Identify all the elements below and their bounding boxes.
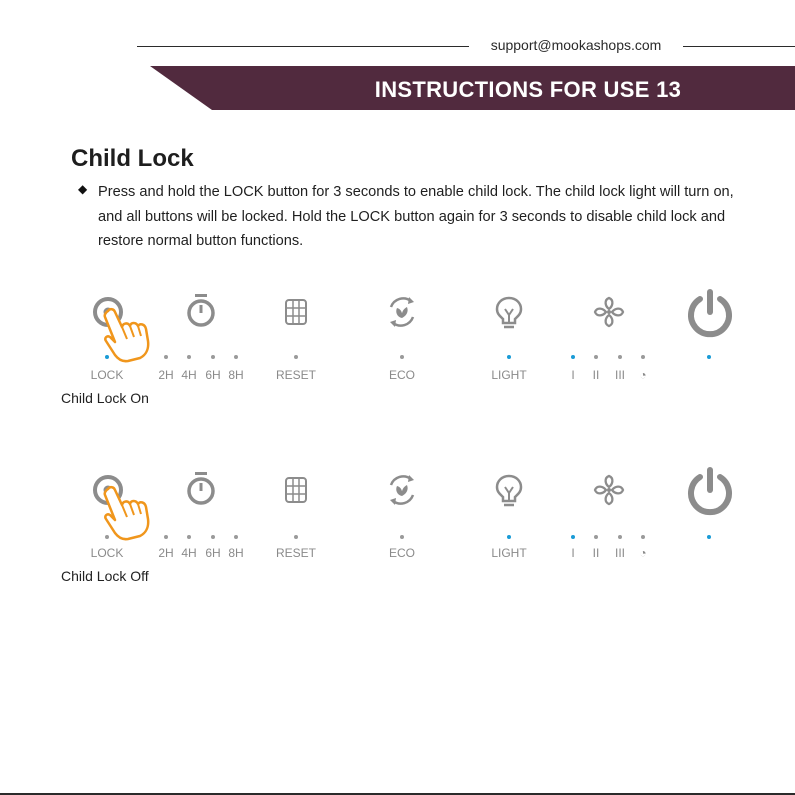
power-icon[interactable] <box>684 287 736 339</box>
indicator-light <box>507 535 511 539</box>
label-eco: ECO <box>388 368 415 382</box>
label-speed-3: III <box>614 368 625 382</box>
label-2h: 2H <box>158 546 174 560</box>
indicator-2h <box>164 355 168 359</box>
indicator-6h <box>211 355 215 359</box>
indicator-speed-3 <box>618 535 622 539</box>
label-eco: ECO <box>388 546 415 560</box>
label-reset: RESET <box>275 368 316 382</box>
eco-leaf-icon[interactable] <box>385 473 419 507</box>
label-2h: 2H <box>158 368 174 382</box>
lightbulb-icon[interactable] <box>494 473 524 509</box>
indicator-2h <box>164 535 168 539</box>
hand-pointer-icon <box>100 485 152 541</box>
section-title: Child Lock <box>71 145 194 172</box>
filter-grid-icon[interactable] <box>284 298 308 326</box>
indicator-speed-3 <box>618 355 622 359</box>
diamond-bullet-icon: ◆ <box>78 182 88 196</box>
indicator-8h <box>234 535 238 539</box>
panel-caption: Child Lock Off <box>61 568 149 584</box>
label-light: LIGHT <box>491 546 527 560</box>
control-panel-lock-on <box>0 285 795 415</box>
label-4h: 4H <box>181 368 197 382</box>
indicator-lock <box>105 535 109 539</box>
indicator-lock <box>105 355 109 359</box>
label-speed-1: I <box>571 546 575 560</box>
eco-leaf-icon[interactable] <box>385 295 419 329</box>
timer-icon[interactable] <box>184 293 218 329</box>
fan-icon[interactable] <box>592 295 626 329</box>
indicator-reset <box>294 535 298 539</box>
indicator-light <box>507 355 511 359</box>
label-speed-1: I <box>571 368 575 382</box>
label-light: LIGHT <box>491 368 527 382</box>
label-8h: 8H <box>228 546 244 560</box>
indicator-6h <box>211 535 215 539</box>
filter-grid-icon[interactable] <box>284 476 308 504</box>
header-rule-right <box>683 46 795 47</box>
timer-icon[interactable] <box>184 471 218 507</box>
fan-icon[interactable] <box>592 473 626 507</box>
lightbulb-icon[interactable] <box>494 295 524 331</box>
header-rule-left <box>137 46 469 47</box>
power-icon[interactable] <box>684 465 736 517</box>
label-speed-3: III <box>614 546 625 560</box>
label-lock: LOCK <box>90 368 124 382</box>
label-speed-sleep: ◔ <box>639 368 647 382</box>
indicator-8h <box>234 355 238 359</box>
label-lock: LOCK <box>90 546 124 560</box>
indicator-reset <box>294 355 298 359</box>
indicator-power <box>707 535 711 539</box>
indicator-speed-1 <box>571 355 575 359</box>
indicator-speed-2 <box>594 355 598 359</box>
indicator-speed-2 <box>594 535 598 539</box>
indicator-power <box>707 355 711 359</box>
indicator-speed-1 <box>571 535 575 539</box>
label-speed-2: II <box>592 368 600 382</box>
indicator-eco <box>400 535 404 539</box>
panel-caption: Child Lock On <box>61 390 149 406</box>
indicator-eco <box>400 355 404 359</box>
indicator-4h <box>187 535 191 539</box>
control-panel-lock-off <box>0 463 795 593</box>
label-8h: 8H <box>228 368 244 382</box>
indicator-speed-sleep <box>641 355 645 359</box>
label-4h: 4H <box>181 546 197 560</box>
label-reset: RESET <box>275 546 316 560</box>
indicator-4h <box>187 355 191 359</box>
label-6h: 6H <box>205 546 221 560</box>
indicator-speed-sleep <box>641 535 645 539</box>
label-speed-2: II <box>592 546 600 560</box>
label-speed-sleep: ◔ <box>639 546 647 560</box>
instruction-text: Press and hold the LOCK button for 3 seconds to enable child lock. The child lock light will turn on, and all buttons will be locked. Hold the LOCK button again for 3 seconds to disable child lock and restore normal button functions. <box>98 184 734 249</box>
support-email: support@mookashops.com <box>490 37 662 53</box>
label-6h: 6H <box>205 368 221 382</box>
banner-title: INSTRUCTIONS FOR USE 13 <box>374 77 682 102</box>
